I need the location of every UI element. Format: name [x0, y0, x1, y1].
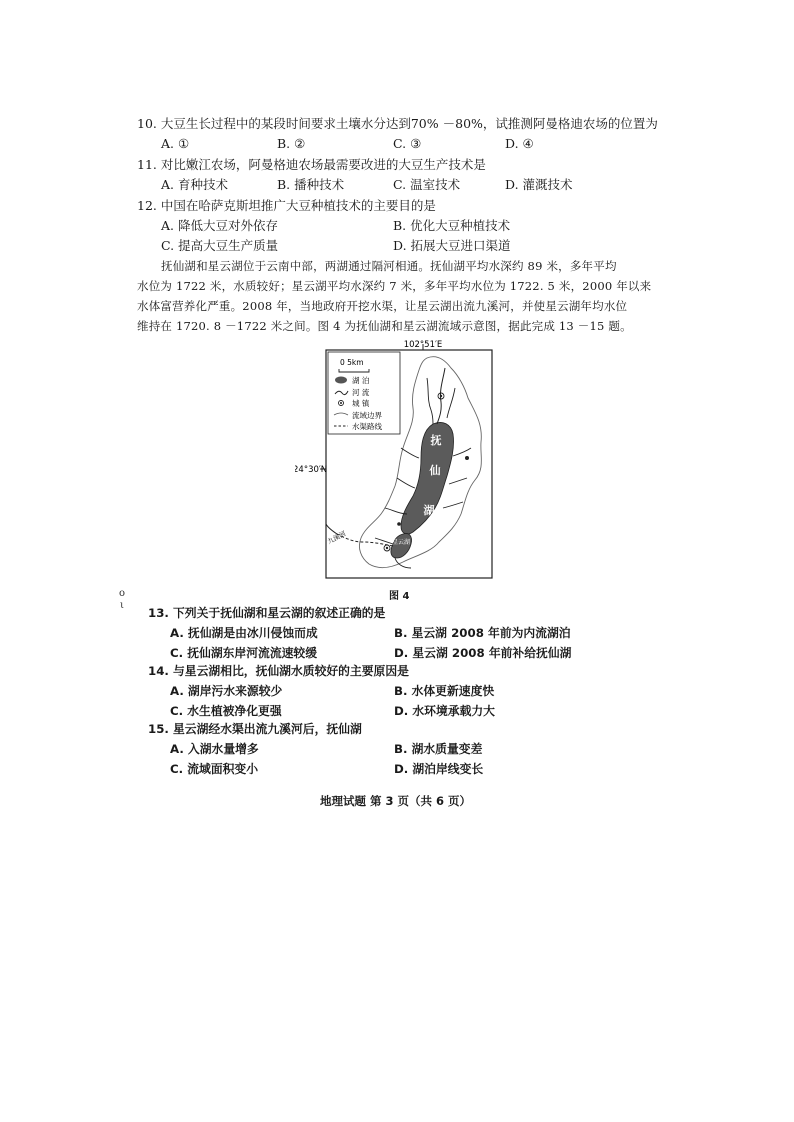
q10-option-a: A. ① [161, 136, 190, 151]
q11-option-a: A. 育种技术 [161, 177, 228, 192]
q14-option-b: B. 水体更新速度快 [394, 684, 495, 698]
margin-mark-1: o [119, 588, 126, 599]
legend-lake: 湖 泊 [352, 376, 370, 385]
q14-option-d: D. 水环境承载力大 [394, 704, 495, 718]
legend-boundary: 流域边界 [352, 411, 382, 420]
passage-line-3: 水体富营养化严重。2008 年，当地政府开挖水渠，让星云湖出流九溪河，并使星云湖年均水位 [137, 299, 628, 313]
q12-stem: 12. 中国在哈萨克斯坦推广大豆种植技术的主要目的是 [137, 198, 436, 213]
legend-canal: 水渠路线 [352, 422, 382, 431]
figure-4-map [295, 338, 500, 588]
q13-option-b: B. 星云湖 2008 年前为内流湖泊 [394, 626, 571, 640]
page-footer: 地理试题 第 3 页（共 6 页） [320, 794, 472, 808]
scale-label: 0 5km [340, 358, 364, 367]
lake-char-3: 湖 [423, 504, 435, 517]
q13-option-c: C. 抚仙湖东岸河流流速较缓 [170, 646, 318, 660]
q11-option-d: D. 灌溉技术 [505, 177, 573, 192]
jiuxi-river-label: 九溪河 [326, 529, 348, 546]
q14-option-c: C. 水生植被净化更强 [170, 704, 282, 718]
q15-option-c: C. 流域面积变小 [170, 762, 259, 776]
passage-line-1: 抚仙湖和星云湖位于云南中部，两湖通过隔河相通。抚仙湖平均水深约 89 米，多年平均 [161, 259, 617, 273]
passage-line-4: 维持在 1720. 8 －1722 米之间。图 4 为抚仙湖和星云湖流域示意图，据此完成 13 －15 题。 [137, 319, 632, 333]
q13-option-d: D. 星云湖 2008 年前补给抚仙湖 [394, 646, 572, 660]
q10-stem: 10. 大豆生长过程中的某段时间要求土壤水分达到70% －80%，试推测阿曼格迪农场的位置为 [137, 116, 658, 131]
passage-line-2: 水位为 1722 米，水质较好；星云湖平均水深约 7 米，多年平均水位为 1722. 5 米，2000 年以来 [137, 279, 652, 293]
legend-river: 河 流 [352, 388, 370, 397]
q13-stem: 13. 下列关于抚仙湖和星云湖的叙述正确的是 [148, 606, 386, 620]
legend-lake-symbol [335, 377, 347, 384]
town-east [465, 456, 469, 460]
legend-town: 城 镇 [352, 399, 370, 408]
q14-stem: 14. 与星云湖相比，抚仙湖水质较好的主要原因是 [148, 664, 409, 678]
q15-option-a: A. 入湖水量增多 [170, 742, 259, 756]
town-isthmus [397, 522, 401, 526]
q11-option-c: C. 温室技术 [393, 177, 461, 192]
margin-mark-2: ι [120, 600, 124, 611]
q15-option-b: B. 湖水质量变差 [394, 742, 483, 756]
q10-option-b: B. ② [277, 136, 306, 151]
q12-option-c: C. 提高大豆生产质量 [161, 238, 279, 253]
xingyun-lake-label: 星云湖 [391, 539, 411, 546]
q12-option-b: B. 优化大豆种植技术 [393, 218, 511, 233]
q10-option-c: C. ③ [393, 136, 422, 151]
q12-option-a: A. 降低大豆对外依存 [161, 218, 278, 233]
lake-char-1: 抚 [430, 434, 442, 447]
q14-option-a: A. 湖岸污水来源较少 [170, 684, 283, 698]
q12-option-d: D. 拓展大豆进口渠道 [393, 238, 511, 253]
q13-option-a: A. 抚仙湖是由冰川侵蚀而成 [170, 626, 318, 640]
figure-caption: 图 4 [389, 591, 410, 602]
longitude-label: 102°51′E [403, 340, 443, 350]
q11-option-b: B. 播种技术 [277, 177, 345, 192]
latitude-label: 24°30′N [295, 465, 328, 475]
lake-char-2: 仙 [429, 464, 441, 477]
q11-stem: 11. 对比嫩江农场，阿曼格迪农场最需要改进的大豆生产技术是 [137, 157, 486, 172]
q15-stem: 15. 星云湖经水渠出流九溪河后，抚仙湖 [148, 722, 362, 736]
q10-option-d: D. ④ [505, 136, 534, 151]
q15-option-d: D. 湖泊岸线变长 [394, 762, 484, 776]
